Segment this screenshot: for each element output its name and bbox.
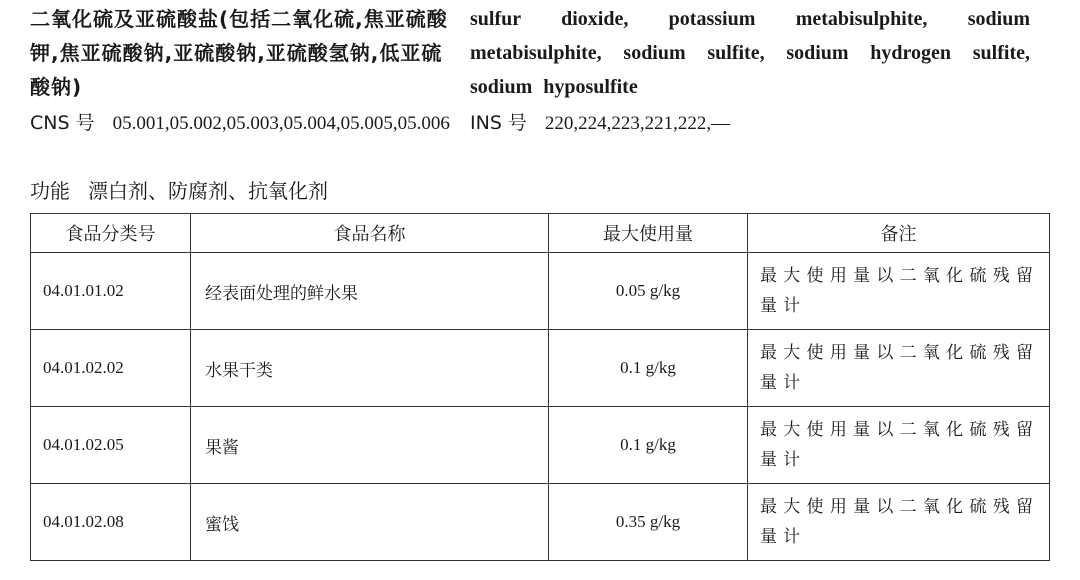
- table-row: [31, 484, 1050, 561]
- function-value: 漂白剂、防腐剂、抗氧化剂: [88, 179, 328, 203]
- header-right-column: [470, 2, 1030, 141]
- function-row: [30, 174, 328, 208]
- food-name-cell: 水果干类: [191, 330, 549, 407]
- column-header-category-code: 食品分类号: [31, 214, 191, 253]
- function-label: 功能: [30, 179, 70, 203]
- column-header-food-name: 食品名称: [191, 214, 549, 253]
- column-header-max-usage: 最大使用量: [549, 214, 748, 253]
- column-header-remarks: 备注: [748, 214, 1050, 253]
- category-code-cell: 04.01.02.02: [31, 330, 191, 407]
- cns-row: [30, 106, 455, 141]
- category-code-cell: 04.01.01.02: [31, 253, 191, 330]
- header-left-column: [30, 2, 455, 141]
- ins-value: 220,224,223,221,222,—: [544, 113, 731, 134]
- table-header-row: [31, 214, 1050, 253]
- max-usage-cell: 0.05 g/kg: [549, 253, 748, 330]
- max-usage-cell: 0.35 g/kg: [549, 484, 748, 561]
- table-row: [31, 407, 1050, 484]
- cns-value: 05.001,05.002,05.003,05.004,05.005,05.006: [112, 113, 450, 134]
- additive-title-chinese: 二氧化硫及亚硫酸盐(包括二氧化硫,焦亚硫酸钾,焦亚硫酸钠,亚硫酸钠,亚硫酸氢钠,低亚硫酸钠): [30, 7, 448, 99]
- category-code-cell: 04.01.02.08: [31, 484, 191, 561]
- category-code-cell: 04.01.02.05: [31, 407, 191, 484]
- max-usage-cell: 0.1 g/kg: [549, 330, 748, 407]
- food-name-cell: 蜜饯: [191, 484, 549, 561]
- remarks-cell: 最大使用量以二氧化硫残留量计: [748, 253, 1050, 330]
- table-row: [31, 253, 1050, 330]
- food-name-cell: 经表面处理的鲜水果: [191, 253, 549, 330]
- table-row: [31, 330, 1050, 407]
- food-name-cell: 果酱: [191, 407, 549, 484]
- remarks-cell: 最大使用量以二氧化硫残留量计: [748, 407, 1050, 484]
- cns-label: CNS 号: [30, 112, 95, 134]
- ins-label: INS 号: [470, 112, 527, 134]
- max-usage-cell: 0.1 g/kg: [549, 407, 748, 484]
- remarks-cell: 最大使用量以二氧化硫残留量计: [748, 484, 1050, 561]
- ins-row: [470, 106, 1030, 141]
- remarks-cell: 最大使用量以二氧化硫残留量计: [748, 330, 1050, 407]
- usage-table: [30, 213, 1050, 561]
- additive-title-english: sulfur dioxide, potassium metabisulphite, sodium metabisulphite, sodium sulfite, sodium hydrogen sulfite, sodium hyposulfite: [470, 8, 1030, 98]
